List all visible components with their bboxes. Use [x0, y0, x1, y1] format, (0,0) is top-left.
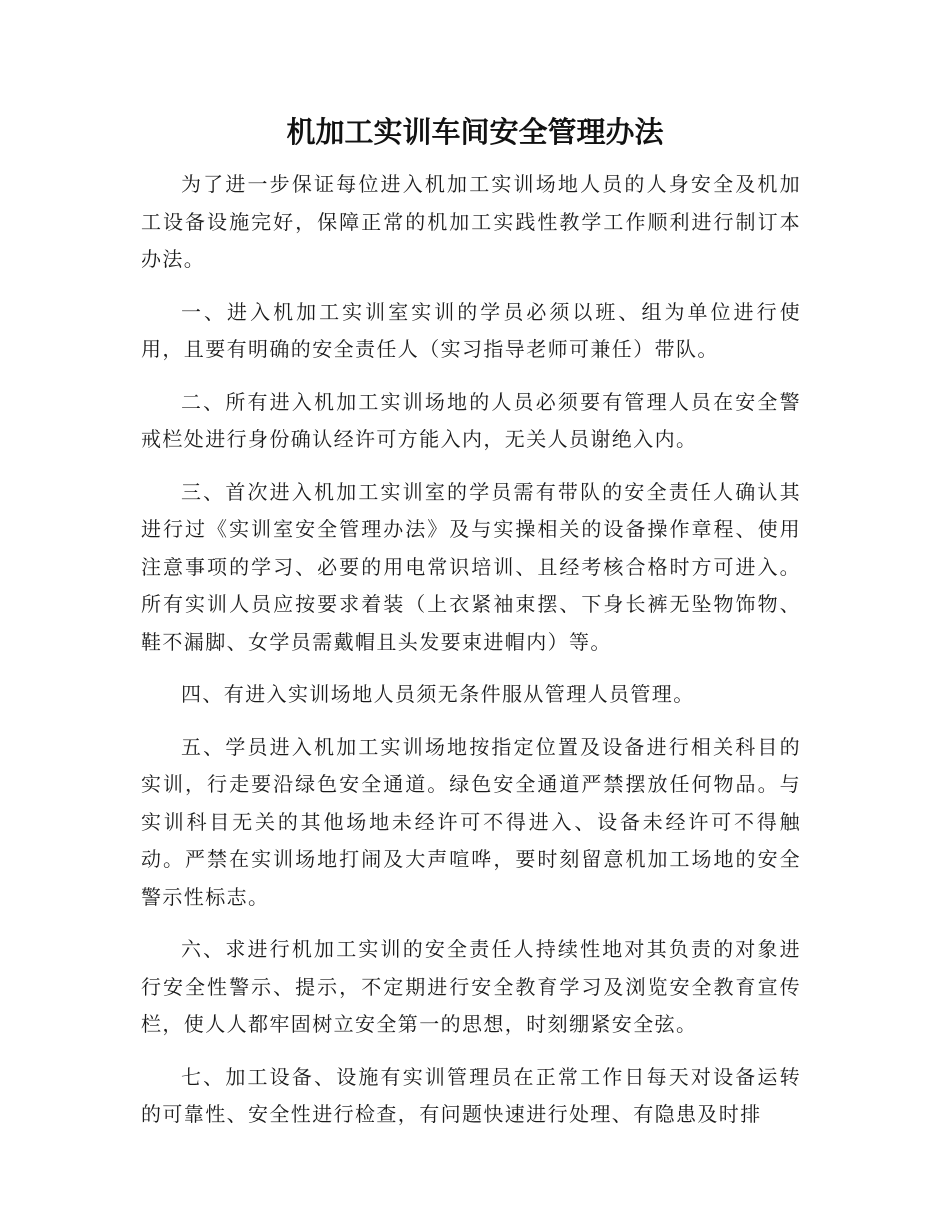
paragraph-rule-2: 二、所有进入机加工实训场地的人员必须要有管理人员在安全警戒栏处进行身份确认经许可方能入内，无关人员谢绝入内。: [141, 389, 801, 451]
paragraph-rule-4: 四、有进入实训场地人员须无条件服从管理人员管理。: [181, 682, 695, 706]
document-body: [141, 166, 801, 1149]
paragraph-rule-7: 七、加工设备、设施有实训管理员在正常工作日每天对设备运转的可靠性、安全性进行检查，有问题快速进行处理、有隐患及时排: [141, 1064, 801, 1126]
paragraph-rule-3: 三、首次进入机加工实训室的学员需有带队的安全责任人确认其进行过《实训室安全管理办法》及与实操相关的设备操作章程、使用注意事项的学习、必要的用电常识培训、且经考核合格时方可进入。所有实训人员应按要求着装（上衣紧袖束摆、下身长裤无坠物饰物、鞋不漏脚、女学员需戴帽且头发要束进帽内）等。: [141, 479, 801, 654]
paragraph-rule-5: 五、学员进入机加工实训场地按指定位置及设备进行相关科目的实训，行走要沿绿色安全通道。绿色安全通道严禁摆放任何物品。与实训科目无关的其他场地未经许可不得进入、设备未经许可不得触动。严禁在实训场地打闹及大声喧哗，要时刻留意机加工场地的安全警示性标志。: [141, 734, 801, 909]
paragraph-rule-1: 一、进入机加工实训室实训的学员必须以班、组为单位进行使用，且要有明确的安全责任人（实习指导老师可兼任）带队。: [141, 299, 801, 361]
document-title: 机加工实训车间安全管理办法: [286, 115, 664, 149]
paragraph-intro: 为了进一步保证每位进入机加工实训场地人员的人身安全及机加工设备设施完好，保障正常的机加工实践性教学工作顺利进行制订本办法。: [141, 172, 801, 271]
paragraph-rule-6: 六、求进行机加工实训的安全责任人持续性地对其负责的对象进行安全性警示、提示，不定期进行安全教育学习及浏览安全教育宣传栏，使人人都牢固树立安全第一的思想，时刻绷紧安全弦。: [141, 937, 801, 1036]
